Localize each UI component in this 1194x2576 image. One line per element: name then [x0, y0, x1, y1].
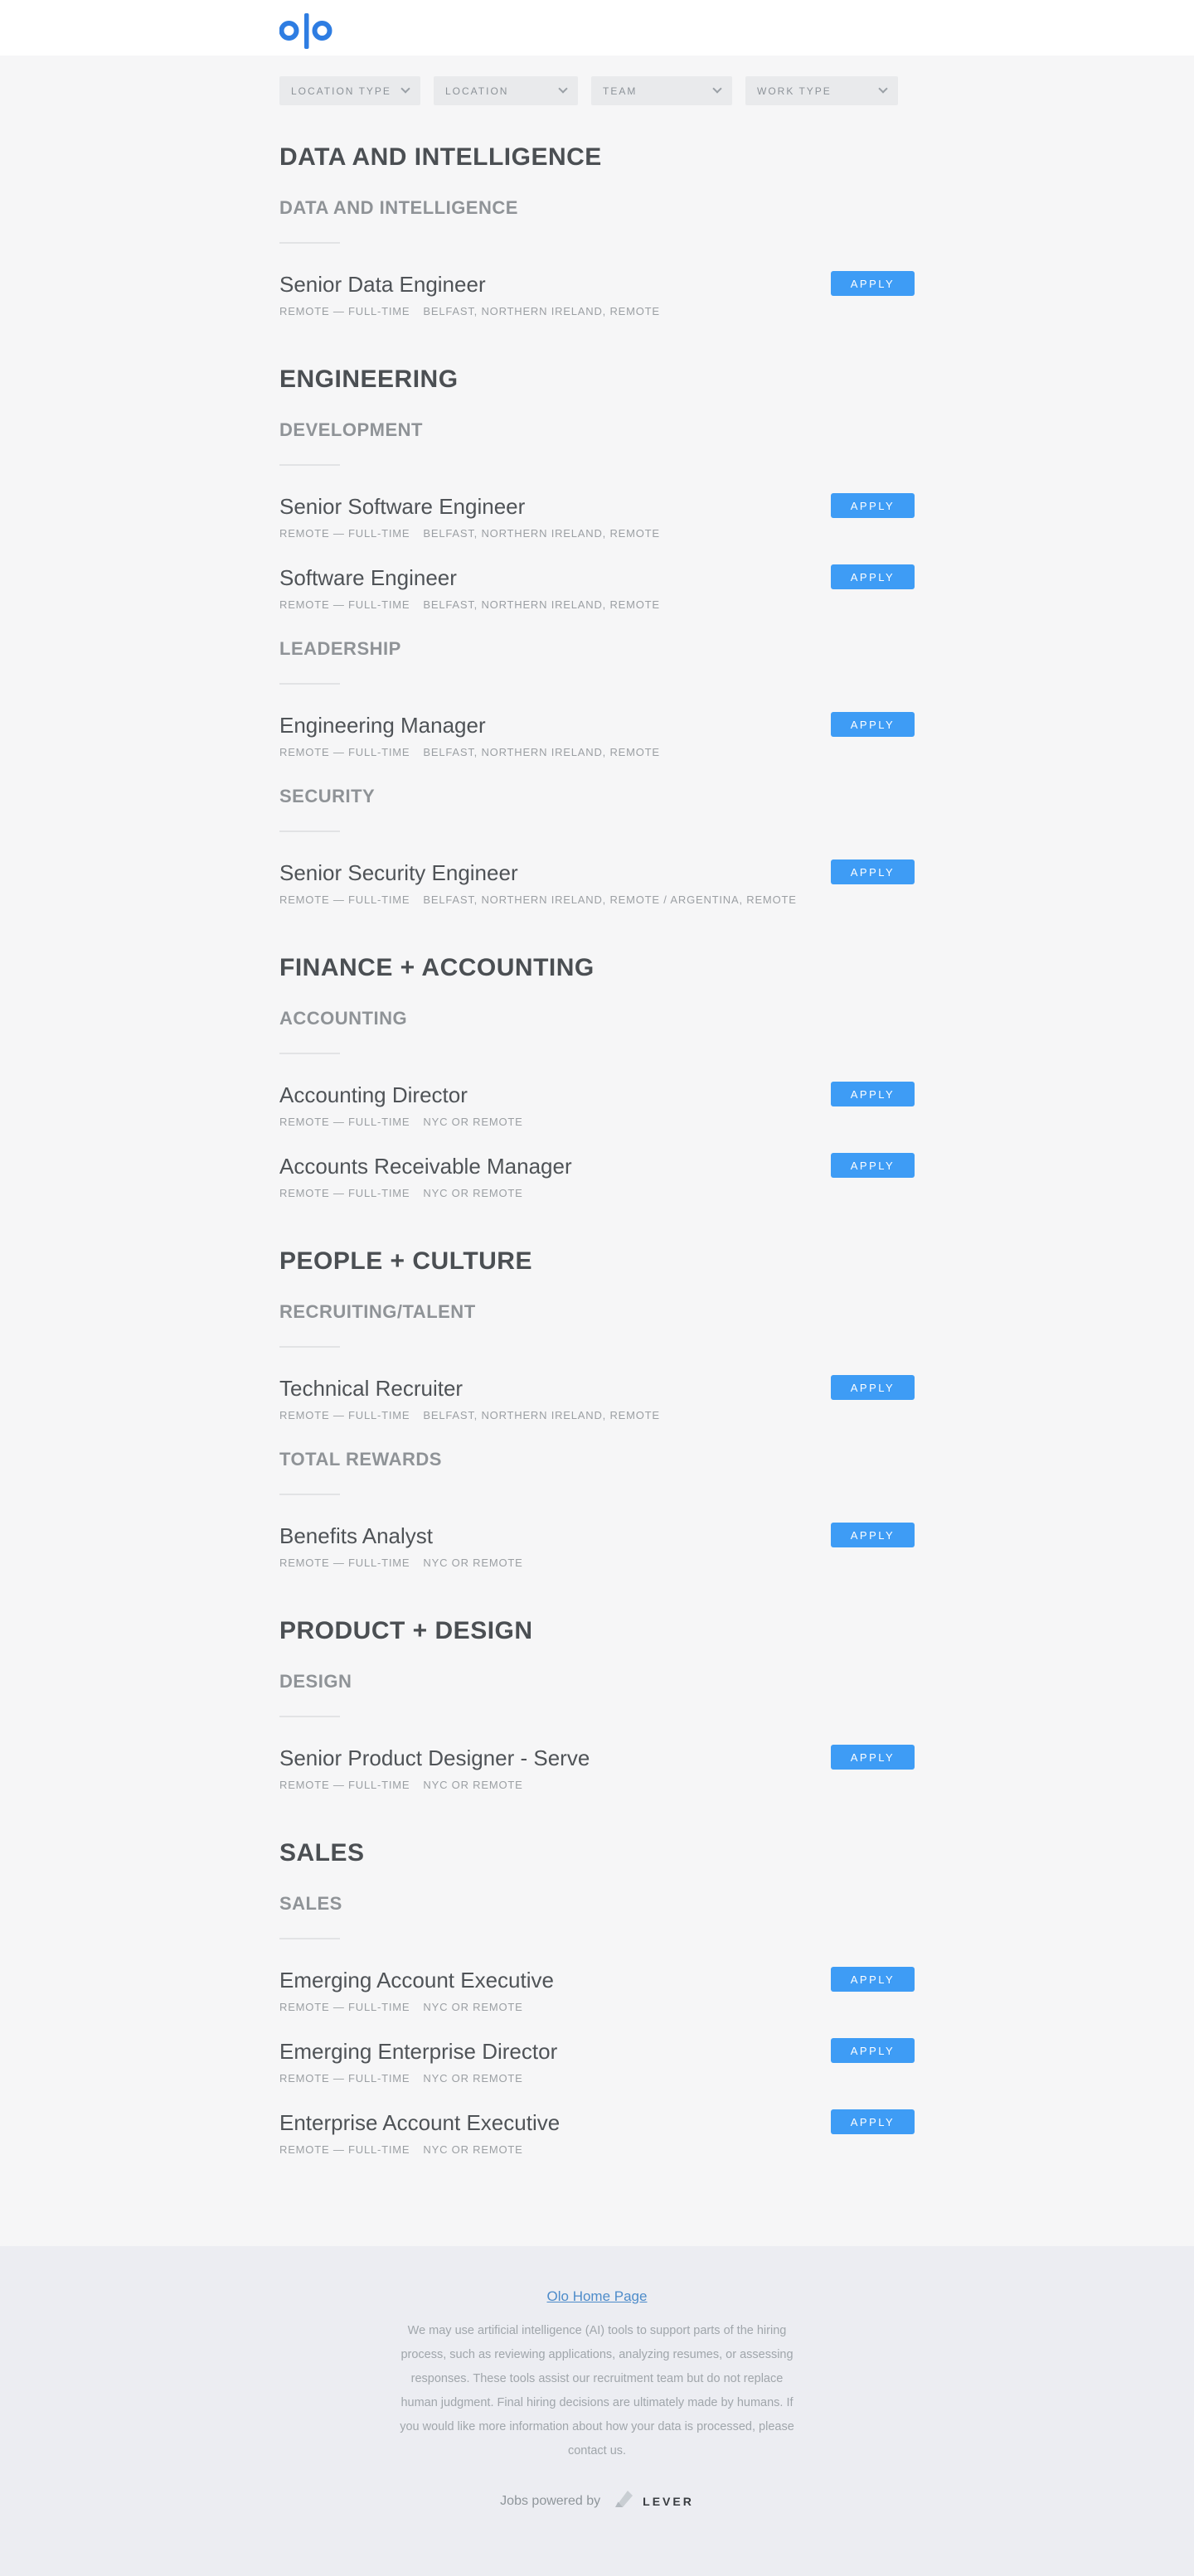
job-meta [279, 1187, 572, 1200]
team-data-and-intelligence [279, 197, 915, 318]
job-title-link[interactable]: Accounts Receivable Manager [279, 1154, 572, 1179]
department-title: PRODUCT + DESIGN [279, 1617, 533, 1644]
job-commitment: REMOTE — FULL-TIME [279, 1779, 410, 1791]
chevron-down-icon [712, 84, 721, 93]
job-location: NYC OR REMOTE [423, 2072, 523, 2085]
job-info [279, 1082, 523, 1129]
job-location: BELFAST, NORTHERN IRELAND, REMOTE / ARGENTINA, REMOTE [423, 893, 797, 906]
job-meta [279, 1557, 523, 1570]
job-title-link[interactable]: Benefits Analyst [279, 1523, 433, 1548]
job-meta [279, 305, 660, 318]
job-meta [279, 598, 660, 612]
team-divider [279, 464, 340, 466]
top-bar [0, 0, 1194, 56]
team-sales [279, 1893, 915, 2157]
job-row [279, 1154, 915, 1200]
job-meta [279, 2072, 557, 2085]
filter-work-type[interactable] [745, 76, 898, 105]
chevron-down-icon [878, 84, 887, 93]
apply-button[interactable]: APPLY [831, 1745, 915, 1770]
job-row [279, 1523, 915, 1570]
team-divider [279, 1346, 340, 1348]
job-commitment: REMOTE — FULL-TIME [279, 1557, 410, 1569]
department-title: PEOPLE + CULTURE [279, 1247, 532, 1275]
job-commitment: REMOTE — FULL-TIME [279, 598, 410, 611]
team-divider [279, 242, 340, 244]
filter-location-label: LOCATION [445, 85, 509, 97]
olo-logo[interactable] [279, 12, 334, 55]
job-commitment: REMOTE — FULL-TIME [279, 527, 410, 540]
filter-bar [279, 56, 915, 105]
apply-button[interactable]: APPLY [831, 1523, 915, 1547]
job-location: NYC OR REMOTE [423, 1779, 523, 1791]
job-meta [279, 1116, 523, 1129]
job-info [279, 1523, 523, 1570]
team-leadership [279, 638, 915, 759]
page-footer [0, 2246, 1194, 2576]
job-info [279, 1746, 590, 1792]
team-title: ACCOUNTING [279, 1008, 408, 1029]
lever-logo-icon [612, 2488, 634, 2514]
filter-work-type-label: WORK TYPE [757, 85, 832, 97]
job-row [279, 2110, 915, 2157]
team-title: LEADERSHIP [279, 638, 401, 659]
team-divider [279, 1053, 340, 1054]
job-title-link[interactable]: Senior Product Designer - Serve [279, 1746, 590, 1770]
team-title: DESIGN [279, 1671, 352, 1692]
apply-button[interactable]: APPLY [831, 493, 915, 518]
job-commitment: REMOTE — FULL-TIME [279, 305, 410, 317]
job-location: BELFAST, NORTHERN IRELAND, REMOTE [423, 746, 660, 758]
team-title: TOTAL REWARDS [279, 1449, 442, 1470]
job-row [279, 1746, 915, 1792]
postings-area [0, 56, 1194, 2246]
team-divider [279, 1716, 340, 1717]
job-meta [279, 1409, 660, 1422]
job-title-link[interactable]: Software Engineer [279, 565, 457, 590]
job-commitment: REMOTE — FULL-TIME [279, 746, 410, 758]
department-title: ENGINEERING [279, 366, 459, 393]
apply-button[interactable]: APPLY [831, 1082, 915, 1106]
job-info [279, 2039, 557, 2085]
apply-button[interactable]: APPLY [831, 712, 915, 737]
job-meta [279, 2143, 560, 2157]
job-title-link[interactable]: Senior Security Engineer [279, 860, 518, 885]
job-row [279, 2039, 915, 2085]
team-security [279, 786, 915, 907]
job-row [279, 494, 915, 540]
job-info [279, 1154, 572, 1200]
job-info [279, 1968, 554, 2014]
department-engineering [279, 366, 915, 907]
job-title-link[interactable]: Emerging Account Executive [279, 1968, 554, 1993]
department-people-culture [279, 1248, 915, 1570]
job-title-link[interactable]: Enterprise Account Executive [279, 2110, 561, 2135]
filter-location-type[interactable] [279, 76, 420, 105]
powered-by-label: Jobs powered by [500, 2493, 601, 2508]
team-title: SALES [279, 1893, 342, 1914]
team-divider [279, 683, 340, 685]
olo-home-page-link[interactable]: Olo Home Page [546, 2288, 648, 2304]
apply-button[interactable]: APPLY [831, 1967, 915, 1992]
apply-button[interactable]: APPLY [831, 859, 915, 884]
apply-button[interactable]: APPLY [831, 564, 915, 589]
job-row [279, 565, 915, 612]
department-data-and-intelligence [279, 144, 915, 318]
team-title: DEVELOPMENT [279, 419, 423, 440]
team-divider [279, 1938, 340, 1939]
team-accounting [279, 1008, 915, 1200]
chevron-down-icon [558, 84, 567, 93]
job-commitment: REMOTE — FULL-TIME [279, 2143, 410, 2156]
job-info [279, 565, 660, 612]
ai-usage-notice: We may use artificial intelligence (AI) tools to support parts of the hiring process, such as reviewing applications, analyzing resumes, or assessing responses. These tools assist our recruitment team but do not replace human judgment. Final hiring decisions are ultimately made by humans. If you would like more information about how your data is processed, please contact us. [400, 2324, 794, 2457]
department-product-design [279, 1618, 915, 1792]
job-meta [279, 527, 660, 540]
team-total-rewards [279, 1449, 915, 1570]
job-row [279, 1968, 915, 2014]
team-title: DATA AND INTELLIGENCE [279, 197, 518, 218]
job-location: BELFAST, NORTHERN IRELAND, REMOTE [423, 1409, 660, 1421]
job-title-link[interactable]: Accounting Director [279, 1082, 468, 1107]
team-design [279, 1671, 915, 1792]
department-title: DATA AND INTELLIGENCE [279, 143, 602, 171]
team-recruiting-talent [279, 1301, 915, 1422]
job-location: NYC OR REMOTE [423, 1116, 523, 1128]
lever-wordmark[interactable]: LEVER [643, 2494, 694, 2508]
job-location: BELFAST, NORTHERN IRELAND, REMOTE [423, 305, 660, 317]
job-title-link[interactable]: Senior Software Engineer [279, 494, 526, 519]
job-location: NYC OR REMOTE [423, 2143, 523, 2156]
chevron-down-icon [400, 84, 410, 93]
team-development [279, 419, 915, 612]
job-info [279, 2110, 560, 2157]
job-title-link[interactable]: Senior Data Engineer [279, 272, 486, 297]
job-commitment: REMOTE — FULL-TIME [279, 2072, 410, 2085]
job-location: NYC OR REMOTE [423, 2001, 523, 2013]
team-title: RECRUITING/TALENT [279, 1301, 476, 1322]
job-location: NYC OR REMOTE [423, 1557, 523, 1569]
job-meta [279, 893, 797, 907]
job-row [279, 1376, 915, 1422]
filter-team[interactable] [591, 76, 732, 105]
team-divider [279, 1494, 340, 1495]
powered-by-row [0, 2488, 1194, 2514]
job-info [279, 713, 660, 759]
department-title: FINANCE + ACCOUNTING [279, 954, 595, 981]
apply-button[interactable]: APPLY [831, 2109, 915, 2134]
team-divider [279, 830, 340, 832]
filter-location-type-label: LOCATION TYPE [291, 85, 391, 97]
team-title: SECURITY [279, 786, 376, 806]
job-meta [279, 746, 660, 759]
job-row [279, 860, 915, 907]
job-meta [279, 2001, 554, 2014]
job-location: NYC OR REMOTE [423, 1187, 523, 1199]
job-commitment: REMOTE — FULL-TIME [279, 893, 410, 906]
apply-button[interactable]: APPLY [831, 1375, 915, 1400]
apply-button[interactable]: APPLY [831, 271, 915, 296]
job-commitment: REMOTE — FULL-TIME [279, 1187, 410, 1199]
job-info [279, 1376, 660, 1422]
apply-button[interactable]: APPLY [831, 2038, 915, 2063]
job-commitment: REMOTE — FULL-TIME [279, 1409, 410, 1421]
job-title-link[interactable]: Engineering Manager [279, 713, 486, 738]
job-row [279, 1082, 915, 1129]
job-row [279, 272, 915, 318]
job-location: BELFAST, NORTHERN IRELAND, REMOTE [423, 527, 660, 540]
olo-logo-icon [279, 12, 334, 51]
job-info [279, 860, 797, 907]
job-commitment: REMOTE — FULL-TIME [279, 2001, 410, 2013]
job-info [279, 494, 660, 540]
job-meta [279, 1779, 590, 1792]
job-row [279, 713, 915, 759]
department-sales [279, 1840, 915, 2157]
filter-team-label: TEAM [603, 85, 638, 97]
department-title: SALES [279, 1839, 365, 1867]
job-title-link[interactable]: Emerging Enterprise Director [279, 2039, 558, 2064]
job-commitment: REMOTE — FULL-TIME [279, 1116, 410, 1128]
apply-button[interactable]: APPLY [831, 1153, 915, 1178]
job-title-link[interactable]: Technical Recruiter [279, 1376, 464, 1401]
filter-location[interactable] [434, 76, 578, 105]
department-finance-accounting [279, 955, 915, 1200]
job-info [279, 272, 660, 318]
job-location: BELFAST, NORTHERN IRELAND, REMOTE [423, 598, 660, 611]
